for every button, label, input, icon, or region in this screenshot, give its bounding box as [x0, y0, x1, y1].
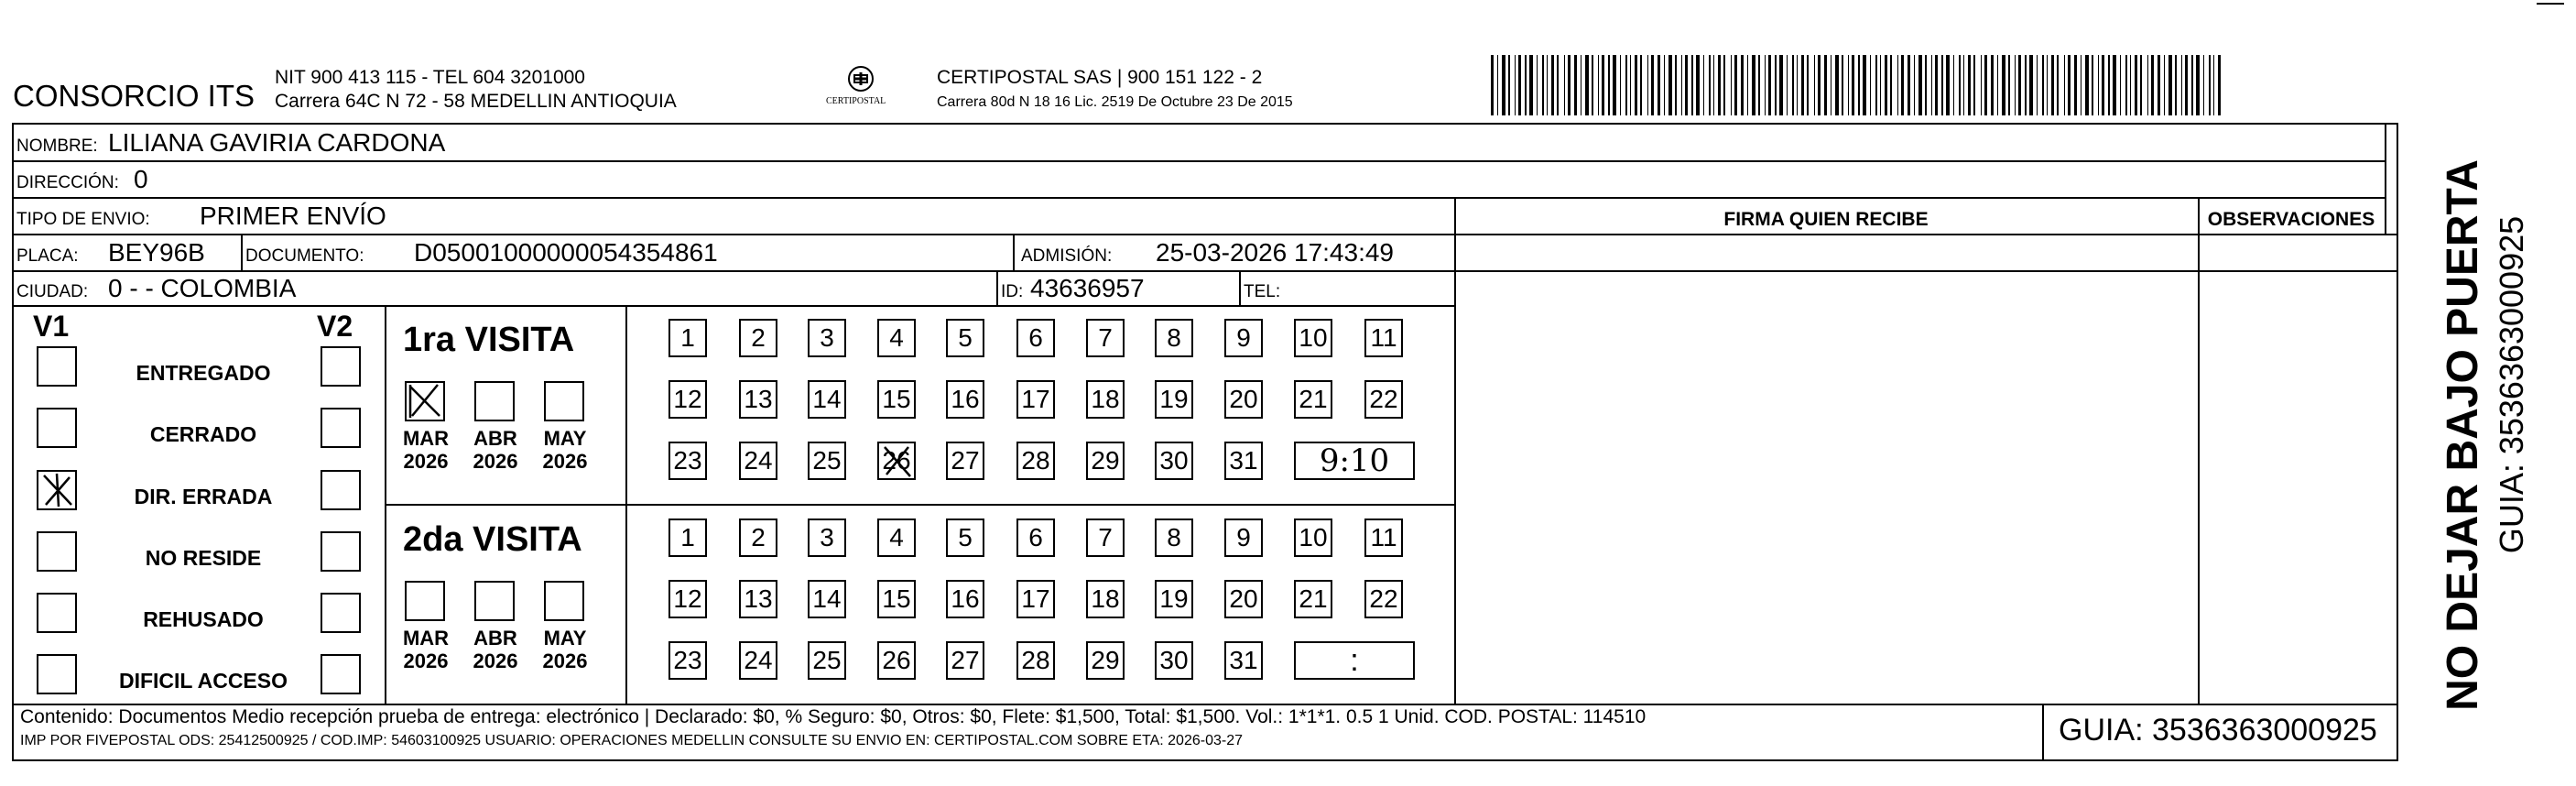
day-number: 15 — [882, 385, 911, 413]
footer-guia: GUIA: 3536363000925 — [2059, 713, 2377, 748]
month-name: ABR — [473, 627, 517, 650]
day-number: 6 — [1028, 523, 1043, 551]
day-number: 28 — [1021, 446, 1050, 475]
month-year: 2026 — [542, 650, 588, 673]
day-box[interactable] — [739, 319, 777, 357]
visit-time: 9:10 — [1319, 442, 1390, 479]
month-name: MAY — [543, 427, 587, 450]
v2-checkbox[interactable] — [321, 408, 361, 448]
day-number: 27 — [951, 446, 980, 475]
visit-title: 2da VISITA — [403, 520, 582, 559]
visit-time-box[interactable] — [1294, 442, 1415, 480]
footer-content: Contenido: Documentos Medio recepción prueba de entrega: electrónico | Declarado: $0, % Seguro: $0, Otros: $0, Flete: $1,500, Total: $1,500. Vol.: 1*1*1. 0.5 1 Unid. COD. POSTAL: 114510 — [20, 706, 1647, 727]
day-number: 16 — [951, 385, 980, 413]
day-box[interactable] — [1016, 519, 1055, 557]
carrier-license: Carrera 80d N 18 16 Lic. 2519 De Octubre 23 De 2015 — [937, 94, 1293, 110]
month-label — [394, 627, 458, 673]
admision-label: ADMISIÓN: — [1021, 246, 1113, 266]
day-box[interactable] — [668, 519, 707, 557]
logo-text: CERTIPOSTAL — [826, 96, 886, 106]
day-number: 11 — [1370, 323, 1397, 352]
v1-checkbox[interactable] — [37, 531, 77, 572]
day-number: 7 — [1098, 523, 1113, 551]
status-option-label: DIR. ERRADA — [134, 485, 273, 508]
certipostal-logo — [824, 64, 897, 112]
day-box[interactable] — [877, 641, 916, 680]
day-box[interactable] — [1086, 319, 1125, 357]
day-box[interactable] — [739, 580, 777, 618]
status-option-label: CERRADO — [149, 422, 257, 446]
day-box[interactable] — [1016, 319, 1055, 357]
day-number: 3 — [820, 523, 834, 551]
day-number: 20 — [1229, 385, 1258, 413]
day-number: 27 — [951, 646, 980, 674]
day-number: 11 — [1370, 523, 1397, 551]
v2-checkbox[interactable] — [321, 346, 361, 387]
day-box[interactable] — [946, 442, 984, 480]
day-number: 1 — [680, 523, 695, 551]
month-label — [533, 427, 597, 474]
day-number: 16 — [951, 584, 980, 613]
day-box[interactable] — [1155, 580, 1193, 618]
day-box[interactable] — [1086, 580, 1125, 618]
day-number: 5 — [958, 323, 973, 352]
v2-label: V2 — [317, 310, 353, 343]
day-number: 22 — [1369, 584, 1398, 613]
day-box[interactable] — [877, 319, 916, 357]
ciudad-value: 0 - - COLOMBIA — [108, 274, 297, 302]
day-box[interactable] — [1086, 641, 1125, 680]
day-box[interactable] — [946, 580, 984, 618]
day-number: 14 — [812, 385, 842, 413]
day-box[interactable] — [808, 319, 846, 357]
day-number: 4 — [889, 323, 904, 352]
day-box[interactable] — [1016, 442, 1055, 480]
day-number: 2 — [751, 323, 766, 352]
observaciones-header: OBSERVACIONES — [2207, 209, 2375, 230]
day-box[interactable] — [1294, 380, 1332, 419]
admision-value: 25-03-2026 17:43:49 — [1156, 238, 1394, 267]
day-number: 30 — [1159, 646, 1189, 674]
day-box[interactable] — [1086, 380, 1125, 419]
day-box[interactable] — [1294, 580, 1332, 618]
day-box[interactable] — [739, 641, 777, 680]
day-box[interactable] — [808, 580, 846, 618]
day-number: 29 — [1091, 646, 1120, 674]
day-box[interactable] — [877, 442, 916, 480]
day-box[interactable] — [808, 519, 846, 557]
visit-title: 1ra VISITA — [403, 321, 575, 359]
direccion-label: DIRECCIÓN: — [16, 173, 119, 192]
day-number: 23 — [673, 646, 702, 674]
day-number: 22 — [1369, 385, 1398, 413]
day-box[interactable] — [1016, 380, 1055, 419]
day-box[interactable] — [1294, 319, 1332, 357]
day-number: 4 — [889, 523, 904, 551]
day-number: 24 — [744, 446, 773, 475]
id-label: ID: — [1001, 282, 1024, 301]
barcode — [1491, 55, 2223, 115]
day-number: 18 — [1091, 385, 1120, 413]
day-box[interactable] — [946, 319, 984, 357]
carrier-name: CERTIPOSTAL SAS | 900 151 122 - 2 — [937, 67, 1263, 88]
day-box[interactable] — [1224, 641, 1263, 680]
day-number: 3 — [820, 323, 834, 352]
day-check-mark — [879, 443, 916, 480]
day-number: 19 — [1159, 584, 1189, 613]
v2-checkbox[interactable] — [321, 593, 361, 633]
day-number: 23 — [673, 446, 702, 475]
day-number: 15 — [882, 584, 911, 613]
day-number: 5 — [958, 523, 973, 551]
day-box[interactable] — [1294, 519, 1332, 557]
v1-checkbox[interactable] — [37, 654, 77, 694]
day-box[interactable] — [1155, 641, 1193, 680]
firma-header: FIRMA QUIEN RECIBE — [1723, 209, 1929, 230]
day-box[interactable] — [1224, 380, 1263, 419]
month-name: MAR — [402, 627, 450, 650]
status-option-label: REHUSADO — [143, 607, 264, 631]
ciudad-label: CIUDAD: — [16, 282, 89, 301]
direccion-value: 0 — [134, 165, 148, 193]
day-box[interactable] — [877, 519, 916, 557]
day-number: 21 — [1299, 385, 1328, 413]
day-box[interactable] — [808, 641, 846, 680]
v2-checkbox[interactable] — [321, 470, 361, 510]
month-year: 2026 — [403, 450, 449, 474]
day-box[interactable] — [739, 380, 777, 419]
day-number: 7 — [1098, 323, 1113, 352]
visit-time: : — [1350, 642, 1359, 678]
day-box[interactable] — [1016, 580, 1055, 618]
day-number: 10 — [1299, 323, 1328, 352]
v1-checkbox[interactable] — [37, 408, 77, 448]
nombre-label: NOMBRE: — [16, 136, 98, 156]
day-box[interactable] — [668, 442, 707, 480]
day-number: 31 — [1229, 646, 1258, 674]
day-number: 20 — [1229, 584, 1258, 613]
day-number: 18 — [1091, 584, 1120, 613]
status-option-label: ENTREGADO — [136, 361, 271, 385]
day-box[interactable] — [877, 580, 916, 618]
company-address: Carrera 64C N 72 - 58 MEDELLIN ANTIOQUIA — [275, 91, 677, 112]
status-option-label: DIFICIL ACCESO — [118, 669, 288, 693]
v1-checkbox[interactable] — [37, 346, 77, 387]
day-number: 31 — [1229, 446, 1258, 475]
day-box[interactable] — [877, 380, 916, 419]
day-number: 17 — [1021, 584, 1050, 613]
day-number: 29 — [1091, 446, 1120, 475]
day-box[interactable] — [1086, 442, 1125, 480]
day-box[interactable] — [1364, 519, 1403, 557]
day-box[interactable] — [1155, 442, 1193, 480]
nombre-value: LILIANA GAVIRIA CARDONA — [108, 128, 446, 157]
day-box[interactable] — [668, 641, 707, 680]
day-box[interactable] — [1364, 580, 1403, 618]
day-number: 19 — [1159, 385, 1189, 413]
day-number: 14 — [812, 584, 842, 613]
day-number: 12 — [673, 584, 702, 613]
day-box[interactable] — [1155, 519, 1193, 557]
month-label — [463, 427, 527, 474]
day-number: 8 — [1167, 523, 1181, 551]
v2-checkbox[interactable] — [321, 531, 361, 572]
day-number: 10 — [1299, 523, 1328, 551]
day-box[interactable] — [946, 641, 984, 680]
placa-value: BEY96B — [108, 238, 205, 267]
month-name: MAR — [402, 427, 450, 450]
month-checkbox[interactable] — [474, 381, 515, 421]
day-box[interactable] — [1364, 319, 1403, 357]
v1-checkbox[interactable] — [37, 470, 77, 510]
day-box[interactable] — [739, 519, 777, 557]
month-checkbox[interactable] — [405, 381, 445, 421]
v1-label: V1 — [33, 310, 70, 343]
day-number: 9 — [1236, 523, 1251, 551]
month-year: 2026 — [473, 450, 518, 474]
status-option-label: NO RESIDE — [145, 546, 262, 570]
month-checkbox[interactable] — [474, 581, 515, 621]
tipo-envio-label: TIPO DE ENVIO: — [16, 210, 150, 229]
day-number: 24 — [744, 646, 773, 674]
day-number: 13 — [744, 385, 773, 413]
month-label — [394, 427, 458, 474]
month-checkbox[interactable] — [544, 581, 584, 621]
day-box[interactable] — [1364, 380, 1403, 419]
tel-label: TEL: — [1244, 282, 1281, 301]
month-name: ABR — [473, 427, 517, 450]
day-number: 6 — [1028, 323, 1043, 352]
scan-mark — [2537, 3, 2564, 5]
company-nit: NIT 900 413 115 - TEL 604 3201000 — [275, 67, 585, 88]
day-box[interactable] — [946, 380, 984, 419]
day-box[interactable] — [668, 319, 707, 357]
day-number: 1 — [680, 323, 695, 352]
day-box[interactable] — [1224, 319, 1263, 357]
month-name: MAY — [543, 627, 587, 650]
day-number: 25 — [812, 446, 842, 475]
month-label — [463, 627, 527, 673]
day-box[interactable] — [808, 380, 846, 419]
footer-print-info: IMP POR FIVEPOSTAL ODS: 25412500925 / COD.IMP: 54603100925 USUARIO: OPERACIONES MEDELLIN CONSULTE SU ENVIO EN: CERTIPOSTAL.COM SOBRE ETA: 2026-03-27 — [20, 733, 1243, 748]
day-box[interactable] — [1224, 580, 1263, 618]
day-box[interactable] — [668, 380, 707, 419]
id-value: 43636957 — [1030, 274, 1145, 302]
day-number: 2 — [751, 523, 766, 551]
day-number: 9 — [1236, 323, 1251, 352]
documento-value: D05001000000054354861 — [414, 238, 718, 267]
no-dejar-bajo-puerta: NO DEJAR BAJO PUERTA — [2439, 159, 2487, 711]
day-box[interactable] — [1224, 519, 1263, 557]
month-year: 2026 — [473, 650, 518, 673]
month-label — [533, 627, 597, 673]
visit-time-box[interactable] — [1294, 641, 1415, 680]
day-number: 12 — [673, 385, 702, 413]
day-box[interactable] — [946, 519, 984, 557]
day-box[interactable] — [808, 442, 846, 480]
v2-checkbox[interactable] — [321, 654, 361, 694]
day-number: 25 — [812, 646, 842, 674]
day-number: 17 — [1021, 385, 1050, 413]
day-number: 13 — [744, 584, 773, 613]
day-box[interactable] — [1155, 319, 1193, 357]
day-box[interactable] — [1224, 442, 1263, 480]
day-box[interactable] — [1016, 641, 1055, 680]
side-guia: GUIA: 3536363000925 — [2493, 215, 2530, 554]
day-number: 30 — [1159, 446, 1189, 475]
day-number: 26 — [882, 446, 911, 475]
tipo-envio-value: PRIMER ENVÍO — [200, 202, 386, 230]
day-number: 26 — [882, 646, 911, 674]
month-checkbox[interactable] — [405, 581, 445, 621]
v1-checkbox[interactable] — [37, 593, 77, 633]
day-box[interactable] — [1086, 519, 1125, 557]
day-box[interactable] — [668, 580, 707, 618]
company-name: CONSORCIO ITS — [13, 79, 255, 113]
month-checkbox[interactable] — [544, 381, 584, 421]
day-box[interactable] — [739, 442, 777, 480]
day-box[interactable] — [1155, 380, 1193, 419]
day-number: 28 — [1021, 646, 1050, 674]
placa-label: PLACA: — [16, 246, 79, 266]
day-number: 21 — [1299, 584, 1328, 613]
documento-label: DOCUMENTO: — [245, 246, 364, 266]
day-number: 8 — [1167, 323, 1181, 352]
month-year: 2026 — [403, 650, 449, 673]
month-year: 2026 — [542, 450, 588, 474]
